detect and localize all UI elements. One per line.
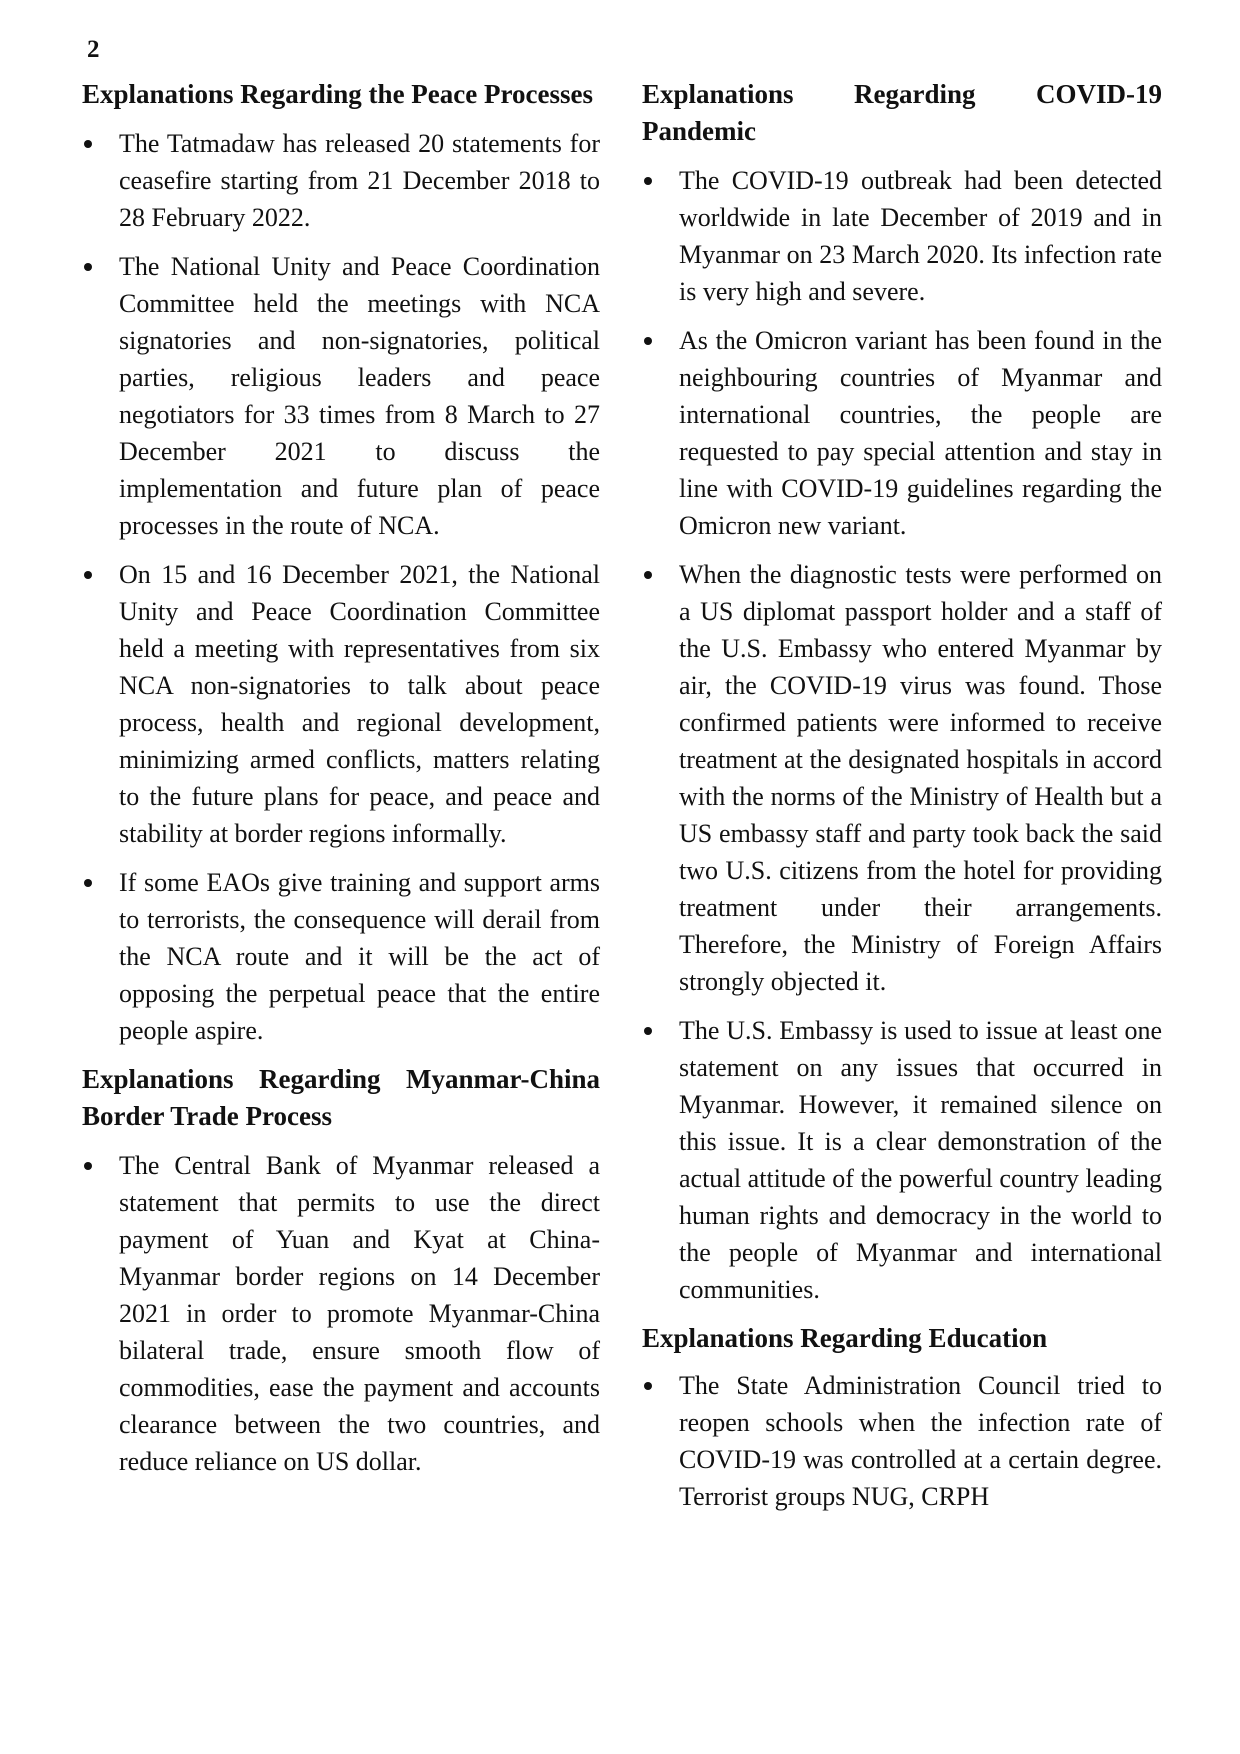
bullet-list-peace-processes: [82, 125, 600, 1049]
left-column: [82, 76, 600, 1492]
list-item: The Central Bank of Myanmar released a statement that permits to use the direct payment of Yuan and Kyat at China-Myanmar border regions on 14 December 2021 in order to promote Myanmar-China bilateral trade, ensure smooth flow of commodities, ease the payment and accounts clearance between the two countries, and reduce reliance on US dollar.: [82, 1147, 600, 1480]
bullet-icon: [84, 263, 92, 271]
list-item: The Tatmadaw has released 20 statements for ceasefire starting from 21 December 2018 to 28 February 2022.: [82, 125, 600, 236]
bullet-list-border-trade: [82, 1147, 600, 1480]
bullet-list-education: [642, 1367, 1162, 1515]
bullet-list-covid-19: [642, 162, 1162, 1308]
bullet-icon: [644, 1382, 652, 1390]
list-item: The U.S. Embassy is used to issue at least one statement on any issues that occurred in Myanmar. However, it remained silence on this issue. It is a clear demonstration of the actual attitude of the powerful country leading human rights and democracy in the world to the people of Myanmar and international communities.: [642, 1012, 1162, 1308]
bullet-icon: [644, 1027, 652, 1035]
list-item: As the Omicron variant has been found in the neighbouring countries of Myanmar and international countries, the people are requested to pay special attention and stay in line with COVID-19 guidelines regarding the Omicron new variant.: [642, 322, 1162, 544]
list-item: If some EAOs give training and support arms to terrorists, the consequence will derail from the NCA route and it will be the act of opposing the perpetual peace that the entire people aspire.: [82, 864, 600, 1049]
list-item: The National Unity and Peace Coordination Committee held the meetings with NCA signatories and non-signatories, political parties, religious leaders and peace negotiators for 33 times from 8 March to 27 December 2021 to discuss the implementation and future plan of peace processes in the route of NCA.: [82, 248, 600, 544]
list-item: The COVID-19 outbreak had been detected worldwide in late December of 2019 and in Myanmar on 23 March 2020. Its infection rate is very high and severe.: [642, 162, 1162, 310]
list-item: On 15 and 16 December 2021, the National Unity and Peace Coordination Committee held a meeting with representatives from six NCA non-signatories to talk about peace process, health and regional development, minimizing armed conflicts, matters relating to the future plans for peace, and peace and stability at border regions informally.: [82, 556, 600, 852]
section-heading-education: Explanations Regarding Education: [642, 1323, 1048, 1353]
bullet-icon: [644, 337, 652, 345]
bullet-icon: [644, 571, 652, 579]
bullet-icon: [84, 879, 92, 887]
bullet-icon: [644, 177, 652, 185]
bullet-icon: [84, 1162, 92, 1170]
list-item: When the diagnostic tests were performed on a US diplomat passport holder and a staff of the U.S. Embassy who entered Myanmar by air, the COVID-19 virus was found. Those confirmed patients were informed to receive treatment at the designated hospitals in accord with the norms of the Ministry of Health but a US embassy staff and party took back the said two U.S. citizens from the hotel for providing treatment under their arrangements. Therefore, the Ministry of Foreign Affairs strongly objected it.: [642, 556, 1162, 1000]
section-heading-covid-19: Explanations Regarding COVID-19 Pandemic: [642, 79, 1162, 146]
page-number: 2: [87, 36, 100, 63]
bullet-icon: [84, 571, 92, 579]
section-heading-border-trade: Explanations Regarding Myanmar-China Border Trade Process: [82, 1064, 600, 1131]
bullet-icon: [84, 140, 92, 148]
right-column: [642, 76, 1162, 1527]
list-item: The State Administration Council tried to reopen schools when the infection rate of COVID-19 was controlled at a certain degree. Terrorist groups NUG, CRPH: [642, 1367, 1162, 1515]
section-heading-peace-processes: Explanations Regarding the Peace Processes: [82, 79, 593, 109]
